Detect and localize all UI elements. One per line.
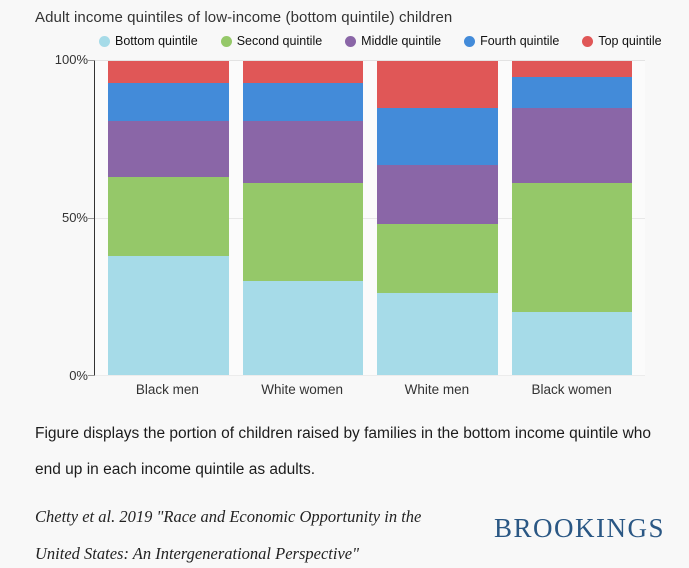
bar-segment-second-quintile xyxy=(108,177,229,256)
bar-segment-middle-quintile xyxy=(512,108,633,183)
plot-area xyxy=(94,60,645,376)
bar-segment-top-quintile xyxy=(377,61,498,108)
bar-segment-bottom-quintile xyxy=(377,293,498,375)
bar-segment-second-quintile xyxy=(512,183,633,312)
legend-item-fourth-quintile xyxy=(464,34,559,48)
bar-segment-second-quintile xyxy=(243,183,364,280)
bar-segment-middle-quintile xyxy=(377,165,498,225)
x-axis-label-black-men: Black men xyxy=(135,382,199,397)
legend-label: Middle quintile xyxy=(361,34,442,48)
bar-segment-second-quintile xyxy=(377,224,498,293)
bar-segment-bottom-quintile xyxy=(512,312,633,375)
legend-swatch-bottom-quintile-icon xyxy=(99,36,110,47)
brookings-logo: BROOKINGS xyxy=(493,513,665,543)
legend-swatch-second-quintile-icon xyxy=(221,36,232,47)
bar-segment-middle-quintile xyxy=(243,121,364,184)
legend-swatch-middle-quintile-icon xyxy=(345,36,356,47)
bar-segment-top-quintile xyxy=(108,61,229,83)
chart-title: Adult income quintiles of low-income (bottom quintile) children xyxy=(35,9,453,26)
y-axis-tick-label: 100% xyxy=(54,52,88,67)
legend-label: Bottom quintile xyxy=(115,34,198,48)
legend-item-second-quintile xyxy=(221,34,322,48)
y-axis-tick-label: 50% xyxy=(61,210,88,225)
bar-black-women xyxy=(512,61,633,375)
bar-segment-bottom-quintile xyxy=(243,281,364,375)
figure-caption: Figure displays the portion of children raised by families in the bottom income quintile who end up in each income quintile as adults. xyxy=(35,425,652,478)
bar-segment-bottom-quintile xyxy=(108,256,229,375)
bar-segment-fourth-quintile xyxy=(512,77,633,108)
bar-segment-top-quintile xyxy=(243,61,364,83)
legend-label: Fourth quintile xyxy=(480,34,560,48)
x-axis-labels xyxy=(107,382,632,397)
x-axis-label-white-men: White men xyxy=(404,382,470,397)
bar-segment-middle-quintile xyxy=(108,121,229,178)
source-citation: Chetty et al. 2019 "Race and Economic Opportunity in the United States: An Intergenerational Perspective" xyxy=(35,507,422,563)
bar-segment-fourth-quintile xyxy=(108,83,229,121)
legend-swatch-top-quintile-icon xyxy=(582,36,593,47)
legend-item-middle-quintile xyxy=(345,34,441,48)
bar-black-men xyxy=(108,61,229,375)
legend-item-top-quintile xyxy=(582,34,661,48)
x-axis-label-black-women: Black women xyxy=(531,382,612,397)
legend-label: Second quintile xyxy=(236,34,323,48)
x-axis-label-white-women: White women xyxy=(261,382,344,397)
bar-segment-fourth-quintile xyxy=(243,83,364,121)
bar-segment-fourth-quintile xyxy=(377,108,498,165)
bar-segment-top-quintile xyxy=(512,61,633,77)
legend xyxy=(99,34,669,48)
legend-label: Top quintile xyxy=(598,34,662,48)
bar-white-men xyxy=(377,61,498,375)
bars-area xyxy=(108,61,632,375)
bar-white-women xyxy=(243,61,364,375)
legend-item-bottom-quintile xyxy=(99,34,198,48)
legend-swatch-fourth-quintile-icon xyxy=(464,36,475,47)
y-axis-tick-label: 0% xyxy=(69,368,88,383)
